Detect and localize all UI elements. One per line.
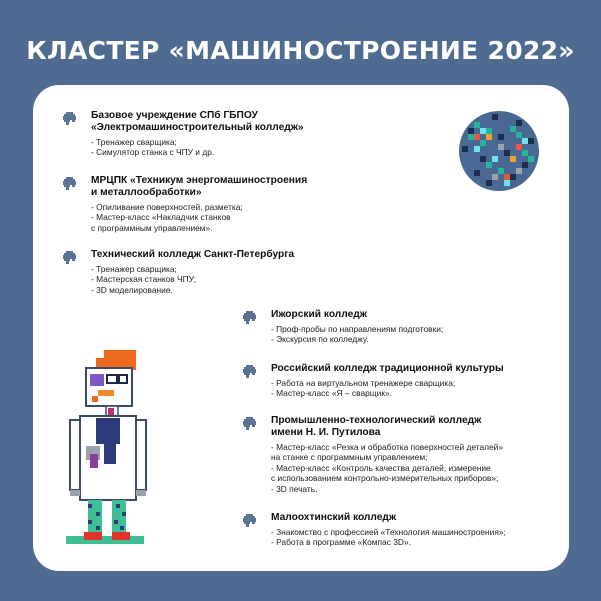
pixel-person-illustration bbox=[66, 346, 156, 557]
pixel-bullet-icon bbox=[242, 364, 256, 378]
pixel-bullet-icon bbox=[242, 416, 256, 430]
college-name: Малоохтинский колледж bbox=[271, 512, 397, 523]
activity-item: - Работа на виртуальном тренажере сварщика; bbox=[271, 378, 456, 388]
activity-item: - Симулятор станка с ЧПУ и др. bbox=[91, 147, 215, 158]
activity-item: - Мастер-класс «Накладчик станков bbox=[91, 212, 231, 223]
activity-item: - Опиливание поверхностей, разметка; bbox=[91, 202, 243, 212]
college-entry-5 bbox=[242, 363, 504, 399]
activity-item: - Знакомство с профессией «Технология машиностроения»; bbox=[271, 527, 506, 537]
pixel-bullet-icon bbox=[62, 250, 76, 264]
college-entry-3 bbox=[62, 249, 294, 295]
college-name: Базовое учреждение СПб ГБПОУ «Электромашиностроительный колледж» bbox=[91, 110, 304, 133]
college-name: Технический колледж Санкт-Петербурга bbox=[91, 249, 295, 260]
page-title: КЛАСТЕР «МАШИНОСТРОЕНИЕ 2022» bbox=[26, 36, 575, 65]
activity-item: - 3D моделирование. bbox=[91, 284, 173, 295]
activity-item: - Мастер-класс «Контроль качества деталей, измерение bbox=[271, 462, 491, 473]
pixel-bullet-icon bbox=[242, 310, 256, 324]
activity-item: - Работа в программе «Компас 3D». bbox=[271, 537, 411, 548]
college-entry-6 bbox=[242, 415, 503, 494]
activity-item: - 3D печать. bbox=[271, 483, 318, 494]
college-name: Ижорский колледж bbox=[271, 309, 367, 320]
college-entry-7 bbox=[242, 512, 506, 548]
activity-item: с программным управлением». bbox=[91, 222, 213, 233]
pixel-bullet-icon bbox=[62, 111, 76, 125]
pixel-bullet-icon bbox=[242, 513, 256, 527]
college-entry-1 bbox=[62, 110, 304, 158]
activity-item: - Экскурсия по колледжу. bbox=[271, 334, 369, 345]
activity-item: - Тренажер сварщика; bbox=[91, 264, 177, 274]
activity-item: на станке с программным управлением; bbox=[271, 452, 428, 463]
college-name: Промышленно-технологический колледж имени Н. И. Путилова bbox=[271, 415, 482, 438]
college-name: МРЦПК «Техникум энергомашиностроения и металлообработки» bbox=[91, 175, 308, 198]
activity-item: - Мастер-класс «Резка и обработка поверхностей деталей» bbox=[271, 442, 503, 452]
activity-item: - Мастер-класс «Я – сварщик». bbox=[271, 388, 392, 399]
college-entry-2 bbox=[62, 175, 307, 233]
activity-item: с использованием контрольно-измерительных приборов»; bbox=[271, 473, 499, 484]
activity-item: - Проф-пробы по направлениям подготовки; bbox=[271, 324, 444, 334]
activity-item: - Мастерская станков ЧПУ; bbox=[91, 274, 197, 285]
pixel-globe-icon bbox=[456, 108, 542, 199]
college-name: Российский колледж традиционной культуры bbox=[271, 363, 504, 374]
college-entry-4 bbox=[242, 309, 443, 345]
pixel-bullet-icon bbox=[62, 176, 76, 190]
activity-item: - Тренажер сварщика; bbox=[91, 137, 177, 147]
